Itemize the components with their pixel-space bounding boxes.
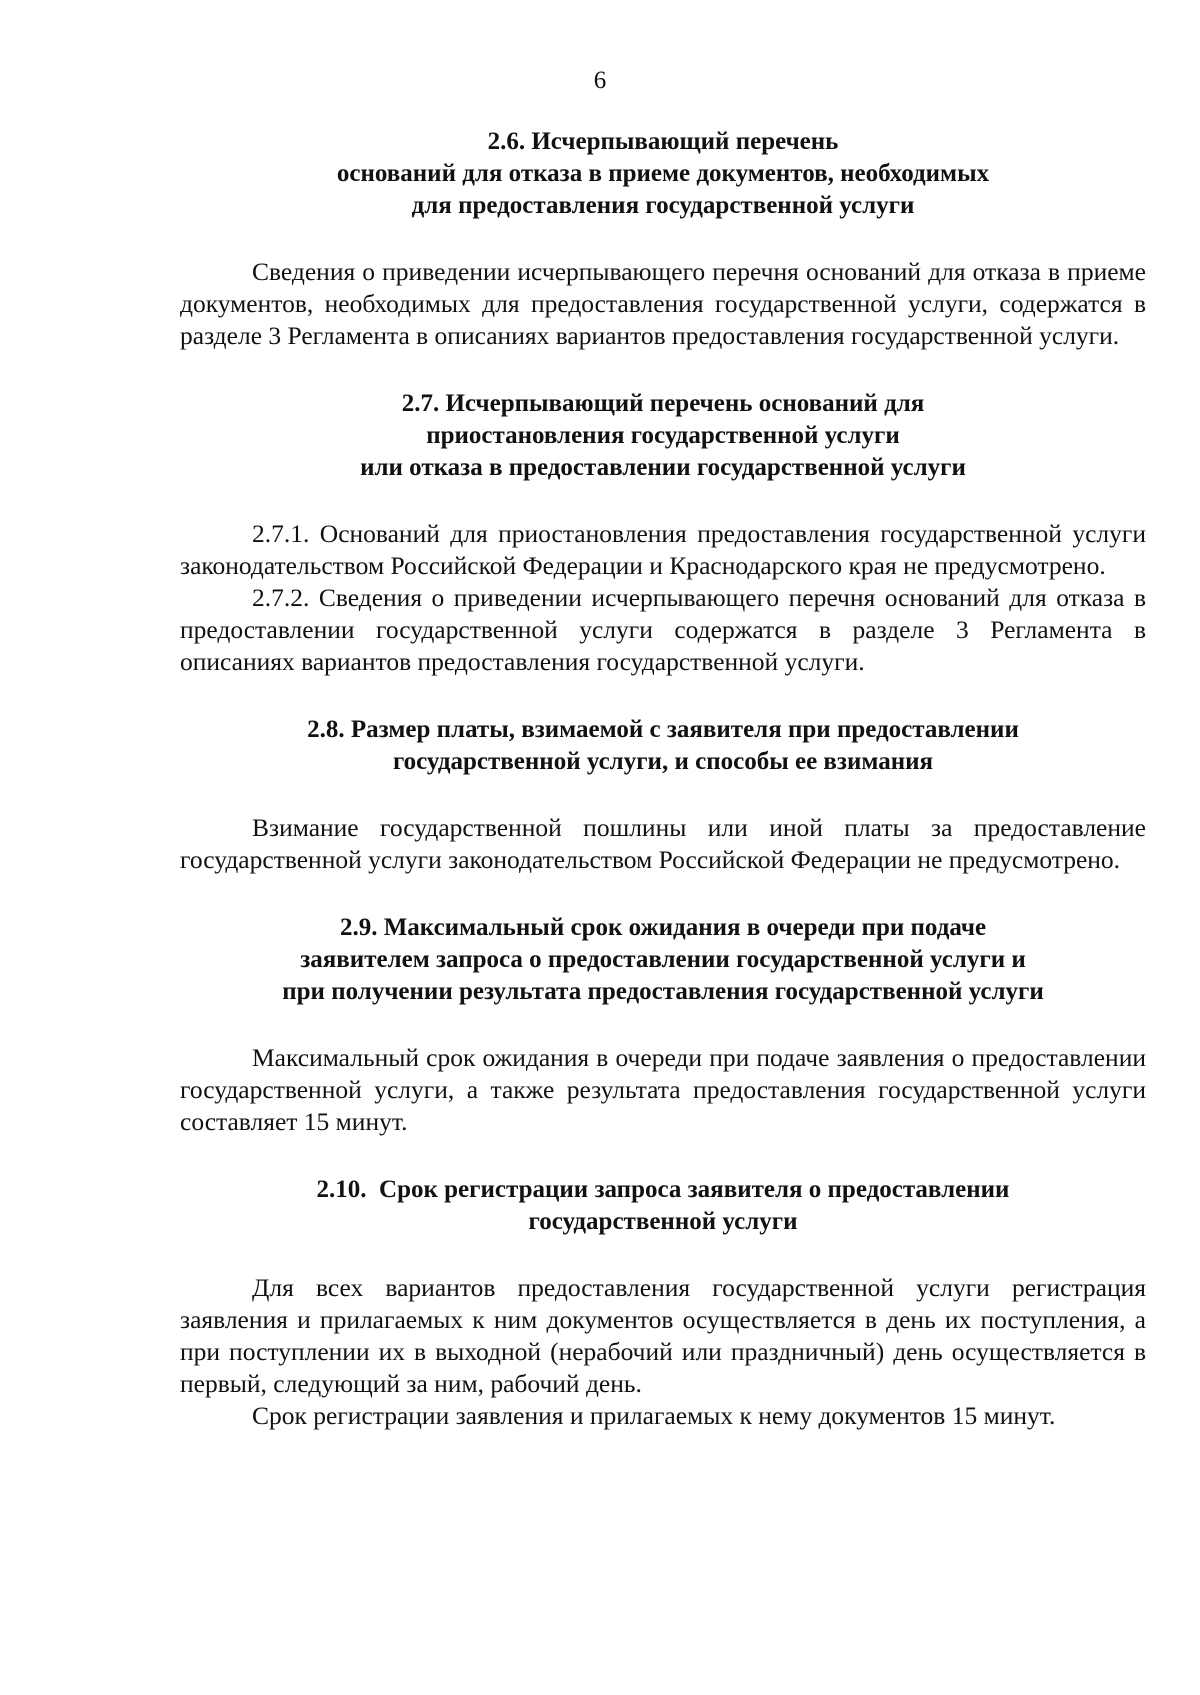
heading-line: государственной услуги	[528, 1208, 798, 1235]
section-2-6	[180, 126, 1146, 352]
section-2-8	[180, 714, 1146, 876]
paragraph: Для всех вариантов предоставления государственной услуги регистрация заявления и прилагаемых к ним документов осуществляется в день их поступления, а при поступлении их в выходной (нерабочий или праздничный) день осуществляется в первый, следующий за ним, рабочий день.	[180, 1273, 1146, 1398]
paragraph: Максимальный срок ожидания в очереди при подаче заявления о предоставлении государственной услуги, а также результата предоставления государственной услуги составляет 15 минут.	[180, 1043, 1146, 1136]
heading-line: 2.9. Максимальный срок ожидания в очереди при подаче	[339, 914, 987, 941]
paragraph: 2.7.1. Оснований для приостановления предоставления государственной услуги законодательством Российской Федерации и Краснодарского края не предусмотрено.	[180, 519, 1146, 580]
section-heading	[180, 126, 1146, 222]
section-heading	[180, 388, 1146, 484]
heading-line: 2.7. Исчерпывающий перечень оснований для	[401, 390, 925, 417]
page-number: 6	[593, 67, 607, 94]
heading-line: приостановления государственной услуги	[426, 422, 900, 449]
section-heading	[180, 714, 1146, 778]
section-heading	[180, 1174, 1146, 1238]
section-2-7	[180, 388, 1146, 678]
heading-line: заявителем запроса о предоставлении государственной услуги и	[300, 946, 1026, 973]
heading-line: 2.6. Исчерпывающий перечень	[487, 128, 839, 155]
document-body	[180, 126, 1146, 1468]
paragraph: Взимание государственной пошлины или иной платы за предоставление государственной услуги законодательством Российской Федерации не предусмотрено.	[180, 813, 1146, 874]
section-heading	[180, 912, 1146, 1008]
heading-line: 2.10. Срок регистрации запроса заявителя о предоставлении	[316, 1176, 1010, 1203]
paragraph: 2.7.2. Сведения о приведении исчерпывающего перечня оснований для отказа в предоставлении государственной услуги содержатся в разделе 3 Регламента в описаниях вариантов предоставления государственной услуги.	[180, 583, 1146, 676]
paragraph: Срок регистрации заявления и прилагаемых к нему документов 15 минут.	[252, 1401, 1056, 1430]
heading-line: государственной услуги, и способы ее взимания	[392, 748, 934, 775]
section-2-9	[180, 912, 1146, 1138]
heading-line: 2.8. Размер платы, взимаемой с заявителя при предоставлении	[307, 716, 1019, 743]
heading-line: при получении результата предоставления государственной услуги	[282, 978, 1044, 1005]
heading-line: оснований для отказа в приеме документов, необходимых	[336, 160, 990, 187]
paragraph: Сведения о приведении исчерпывающего перечня оснований для отказа в приеме документов, необходимых для предоставления государственной услуги, содержатся в разделе 3 Регламента в описаниях вариантов предоставления государственной услуги.	[180, 257, 1146, 350]
heading-line: для предоставления государственной услуги	[411, 192, 915, 219]
heading-line: или отказа в предоставлении государственной услуги	[360, 454, 966, 481]
section-2-10	[180, 1174, 1146, 1432]
